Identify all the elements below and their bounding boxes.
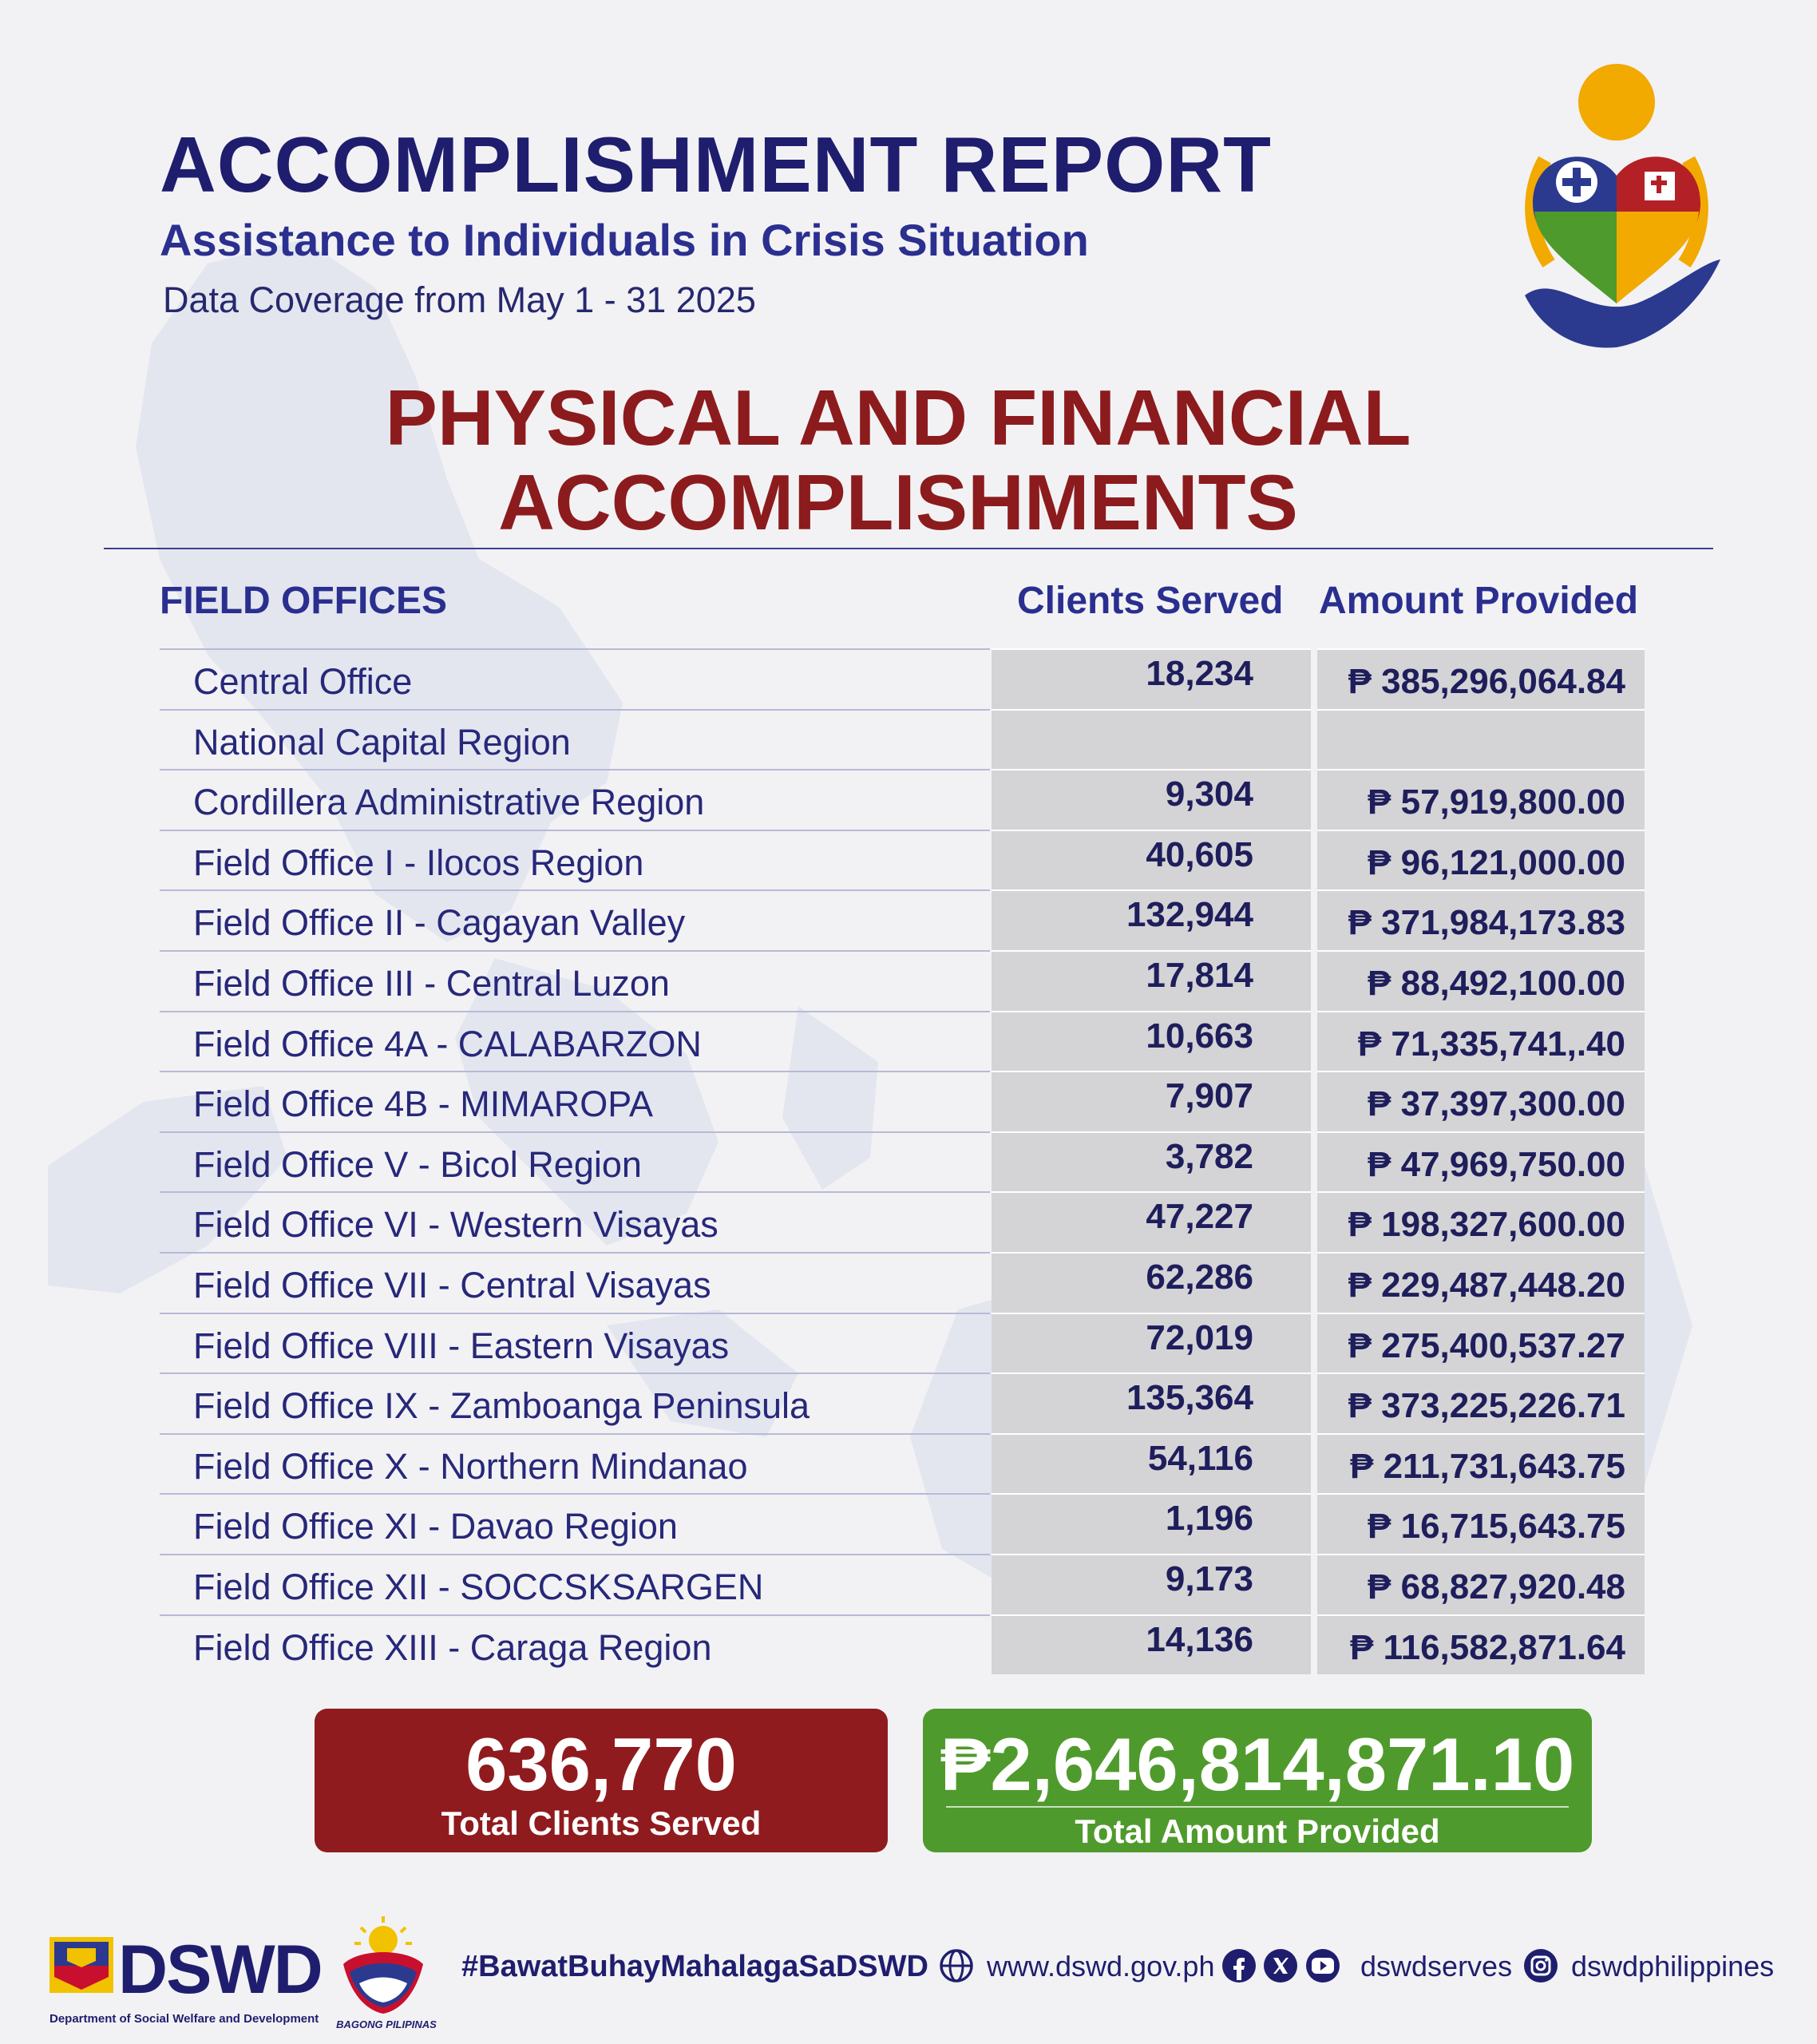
clients-served-value: 40,605 — [992, 830, 1311, 890]
amount-provided-value: ₱ 275,400,537.27 — [1317, 1313, 1645, 1373]
office-name: Field Office VI - Western Visayas — [160, 1191, 990, 1252]
clients-served-value: 1,196 — [992, 1493, 1311, 1554]
table-row — [160, 1131, 1645, 1192]
table-row — [160, 648, 1645, 709]
dswd-fullname: Department of Social Welfare and Development — [49, 2012, 319, 2026]
clients-served-value: 72,019 — [992, 1313, 1311, 1373]
clients-served-value: 135,364 — [992, 1373, 1311, 1433]
header-divider — [104, 548, 1713, 549]
campaign-hashtag: #BawatBuhayMahalagaSaDSWD — [461, 1950, 928, 1983]
dswd-wordmark: DSWD — [118, 1931, 322, 2008]
amount-provided-value — [1317, 709, 1645, 770]
office-name: Central Office — [160, 648, 990, 709]
amount-provided-value: ₱ 116,582,871.64 — [1317, 1614, 1645, 1675]
amount-provided-value: ₱ 211,731,643.75 — [1317, 1433, 1645, 1494]
clients-served-value: 9,304 — [992, 769, 1311, 830]
table-row — [160, 1493, 1645, 1554]
total-clients-value: 636,770 — [465, 1722, 737, 1806]
clients-served-value: 132,944 — [992, 889, 1311, 950]
amount-provided-value: ₱ 373,225,226.71 — [1317, 1373, 1645, 1433]
table-row — [160, 1614, 1645, 1675]
report-subtitle: Assistance to Individuals in Crisis Situation — [160, 215, 1089, 265]
report-title: ACCOMPLISHMENT REPORT — [160, 121, 1272, 208]
clients-served-value: 18,234 — [992, 648, 1311, 709]
office-name: Field Office XIII - Caraga Region — [160, 1614, 990, 1675]
table-row — [160, 830, 1645, 890]
table-row — [160, 1313, 1645, 1373]
clients-served-value: 9,173 — [992, 1554, 1311, 1614]
amount-provided-value: ₱ 71,335,741,.40 — [1317, 1011, 1645, 1072]
total-clients-card — [315, 1709, 888, 1852]
clients-served-value: 62,286 — [992, 1252, 1311, 1313]
table-row — [160, 1011, 1645, 1072]
clients-served-value: 17,814 — [992, 950, 1311, 1011]
table-row — [160, 769, 1645, 830]
table-row — [160, 1554, 1645, 1614]
total-clients-label: Total Clients Served — [441, 1804, 762, 1842]
office-name: Field Office II - Cagayan Valley — [160, 889, 990, 950]
office-name: Field Office 4B - MIMAROPA — [160, 1071, 990, 1131]
instagram-handle[interactable]: dswdphilippines — [1571, 1950, 1775, 1983]
bagong-pilipinas-logo — [335, 1916, 437, 2036]
aics-logo — [1501, 64, 1732, 367]
amount-provided-value: ₱ 371,984,173.83 — [1317, 889, 1645, 950]
total-amount-label: Total Amount Provided — [1075, 1812, 1440, 1850]
office-name: Field Office XI - Davao Region — [160, 1493, 990, 1554]
amount-provided-value: ₱ 16,715,643.75 — [1317, 1493, 1645, 1554]
bagong-pilipinas-icon — [335, 1916, 431, 2016]
facebook-icon[interactable] — [1221, 1948, 1257, 1983]
table-row — [160, 950, 1645, 1011]
amount-provided-value: ₱ 96,121,000.00 — [1317, 830, 1645, 890]
amount-provided-value: ₱ 37,397,300.00 — [1317, 1071, 1645, 1131]
dswd-emblem-icon — [49, 1937, 113, 1993]
table-row — [160, 1433, 1645, 1494]
office-name: Field Office VIII - Eastern Visayas — [160, 1313, 990, 1373]
x-icon[interactable] — [1263, 1948, 1298, 1983]
youtube-icon[interactable] — [1304, 1948, 1341, 1983]
data-coverage: Data Coverage from May 1 - 31 2025 — [163, 279, 756, 320]
clients-served-value: 3,782 — [992, 1131, 1311, 1192]
amount-provided-value: ₱ 88,492,100.00 — [1317, 950, 1645, 1011]
table-row — [160, 889, 1645, 950]
accomplishment-table — [160, 648, 1645, 1674]
total-amount-card — [923, 1709, 1592, 1852]
amount-provided-value: ₱ 57,919,800.00 — [1317, 769, 1645, 830]
section-heading — [239, 375, 1557, 545]
amount-provided-value: ₱ 229,487,448.20 — [1317, 1252, 1645, 1313]
office-name: Field Office I - Ilocos Region — [160, 830, 990, 890]
office-name: Field Office III - Central Luzon — [160, 950, 990, 1011]
column-header-field-offices: FIELD OFFICES — [160, 580, 447, 622]
clients-served-value: 14,136 — [992, 1614, 1311, 1675]
office-name: Field Office 4A - CALABARZON — [160, 1011, 990, 1072]
table-row — [160, 709, 1645, 770]
clients-served-value: 7,907 — [992, 1071, 1311, 1131]
section-heading-line1: PHYSICAL AND FINANCIAL — [385, 374, 1411, 461]
column-header-clients-served: Clients Served — [1017, 580, 1284, 622]
amount-provided-value: ₱ 47,969,750.00 — [1317, 1131, 1645, 1192]
office-name: National Capital Region — [160, 709, 990, 770]
globe-icon — [939, 1948, 974, 1983]
total-amount-value: ₱2,646,814,871.10 — [940, 1722, 1575, 1806]
column-header-amount-provided: Amount Provided — [1319, 580, 1639, 622]
amount-provided-value: ₱ 68,827,920.48 — [1317, 1554, 1645, 1614]
instagram-icon — [1523, 1948, 1558, 1983]
table-row — [160, 1373, 1645, 1433]
office-name: Cordillera Administrative Region — [160, 769, 990, 830]
clients-served-value: 10,663 — [992, 1011, 1311, 1072]
website-url[interactable]: www.dswd.gov.ph — [987, 1950, 1215, 1983]
table-row — [160, 1071, 1645, 1131]
office-name: Field Office IX - Zamboanga Peninsula — [160, 1373, 990, 1433]
office-name: Field Office VII - Central Visayas — [160, 1252, 990, 1313]
office-name: Field Office XII - SOCCSKSARGEN — [160, 1554, 990, 1614]
amount-provided-value: ₱ 198,327,600.00 — [1317, 1191, 1645, 1252]
total-amount-divider — [946, 1806, 1569, 1808]
table-row — [160, 1252, 1645, 1313]
bagong-pilipinas-label: BAGONG PILIPINAS — [336, 2018, 437, 2030]
office-name: Field Office X - Northern Mindanao — [160, 1433, 990, 1494]
clients-served-value — [992, 709, 1311, 770]
clients-served-value: 54,116 — [992, 1433, 1311, 1494]
table-row — [160, 1191, 1645, 1252]
social-handle[interactable]: dswdserves — [1360, 1950, 1513, 1983]
amount-provided-value: ₱ 385,296,064.84 — [1317, 648, 1645, 709]
section-heading-line2: ACCOMPLISHMENTS — [498, 458, 1298, 546]
office-name: Field Office V - Bicol Region — [160, 1131, 990, 1192]
clients-served-value: 47,227 — [992, 1191, 1311, 1252]
